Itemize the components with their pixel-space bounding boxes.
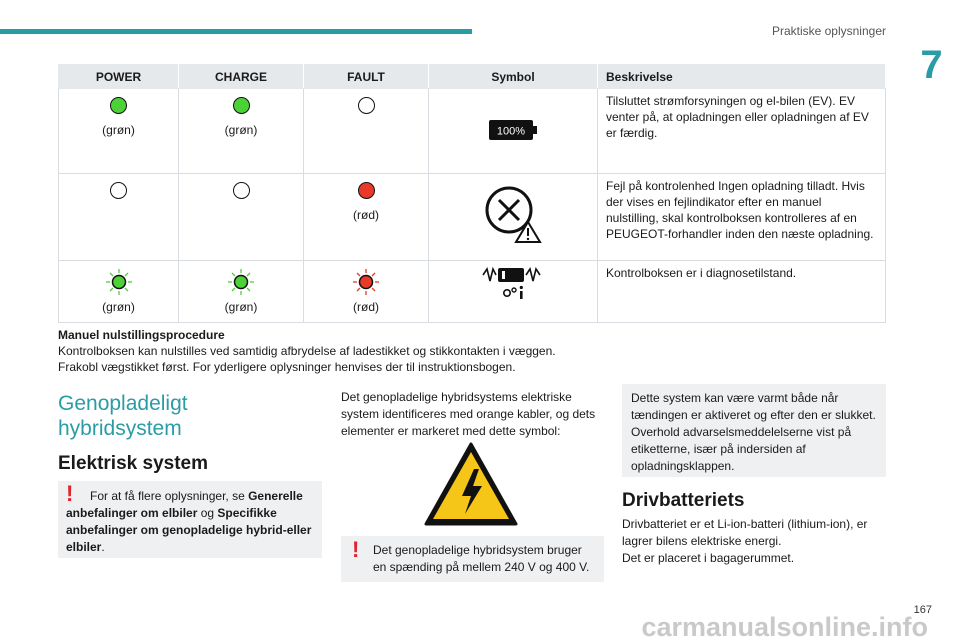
charge-cell	[179, 89, 304, 174]
table-row	[59, 261, 886, 323]
led-color-label: (grøn)	[102, 300, 135, 314]
subsection-heading: Drivbatteriets	[622, 490, 745, 511]
symbol-cell	[429, 89, 598, 174]
exclamation-icon: !	[66, 481, 74, 506]
charge-cell	[179, 261, 304, 323]
power-cell	[59, 174, 179, 261]
drive-battery-paragraph	[622, 516, 888, 567]
page-number: 167	[913, 604, 932, 616]
power-cell	[59, 89, 179, 174]
table-row	[59, 174, 886, 261]
led-color-label: (rød)	[353, 300, 379, 314]
section-heading: Genopladeligt hybridsystem	[58, 392, 188, 440]
column-header-fault: FAULT	[304, 65, 429, 89]
fault-cell	[304, 174, 429, 261]
battery-full-icon	[488, 118, 538, 142]
description-cell: Kontrolboksen er i diagnosetilstand.	[598, 261, 886, 323]
header-accent-bar	[0, 29, 472, 34]
manual-reset-title: Manuel nulstillingsprocedure	[58, 328, 225, 342]
subsection-heading: Elektrisk system	[58, 453, 208, 474]
led-color-label: (rød)	[353, 208, 379, 222]
led-red-icon	[358, 182, 375, 199]
fault-cell	[304, 261, 429, 323]
voltage-note-text: Det genopladelige hybridsystem bruger en spænding på mellem 240 V og 400 V.	[373, 543, 590, 574]
led-off-icon	[233, 182, 250, 199]
led-green-icon	[233, 97, 250, 114]
exclamation-icon: !	[352, 537, 360, 562]
led-green-blinking-icon	[224, 269, 258, 295]
symbol-cell	[429, 174, 598, 261]
led-color-label: (grøn)	[224, 123, 258, 137]
fault-warning-icon	[483, 184, 543, 244]
section-title: Praktiske oplysninger	[771, 24, 886, 38]
led-off-icon	[358, 97, 375, 114]
voltage-note	[341, 536, 604, 582]
led-off-icon	[110, 182, 127, 199]
manual-reset-section	[58, 327, 888, 375]
table-header-row	[59, 65, 886, 89]
column-header-symbol: Symbol	[429, 65, 598, 89]
drive-battery-line: Drivbatteriet er et Li-ion-batteri (lithium-ion), er lagrer bilens elektriske energi.	[622, 517, 868, 548]
column-header-power: POWER	[59, 65, 179, 89]
column-header-charge: CHARGE	[179, 65, 304, 89]
heat-warning-note: Dette system kan være varmt både når tændingen er aktiveret og efter den er slukket. Overhold advarselsmeddelelserne vist på etiketterne, især på indersiden af opladningsklappen.	[622, 384, 886, 477]
led-color-label: (grøn)	[102, 123, 135, 137]
watermark: carmanualsonline.info	[641, 612, 928, 640]
charge-cell	[179, 174, 304, 261]
description-cell: Tilsluttet strømforsyningen og el-bilen (EV). EV venter på, at opladningen eller opladningen af EV er færdig.	[598, 89, 886, 174]
table-row	[59, 89, 886, 174]
column-header-description: Beskrivelse	[598, 65, 886, 89]
symbol-cell	[429, 261, 598, 323]
led-green-blinking-icon	[102, 269, 136, 295]
manual-reset-line: Kontrolboksen kan nulstilles ved samtidig afbrydelse af ladestikket og stikkontakten i væggen.	[58, 344, 556, 358]
power-cell	[59, 261, 179, 323]
high-voltage-warning-icon	[424, 442, 518, 528]
drive-battery-line: Det er placeret i bagagerummet.	[622, 551, 795, 565]
info-note-text: For at få flere oplysninger, se Generelle anbefalinger om elbiler og Specifikke anbefalinger om genopladelige hybrid-eller elbiler.	[66, 489, 312, 554]
diagnostic-mode-icon	[481, 265, 545, 301]
info-note	[58, 481, 322, 558]
description-cell: Fejl på kontrolenhed Ingen opladning tilladt. Hvis der vises en fejlindikator efter en manuel nulstilling, skal kontrolboksen kontrolleres af en PEUGEOT-forhandler inden den næste opladning.	[598, 174, 886, 261]
status-table	[58, 64, 886, 323]
manual-reset-line: Frakobl vægstikket først. For yderligere oplysninger henvises der til instruktionsbogen.	[58, 360, 516, 374]
led-red-blinking-icon	[349, 269, 383, 295]
hybrid-system-paragraph: Det genopladelige hybridsystems elektriske system identificeres med orange kabler, og dets elementer er markeret med dette symbol:	[341, 390, 596, 438]
battery-percent-text: 100%	[496, 125, 526, 137]
fault-cell	[304, 89, 429, 174]
led-green-icon	[110, 97, 127, 114]
chapter-number: 7	[903, 45, 960, 85]
led-color-label: (grøn)	[224, 300, 258, 314]
